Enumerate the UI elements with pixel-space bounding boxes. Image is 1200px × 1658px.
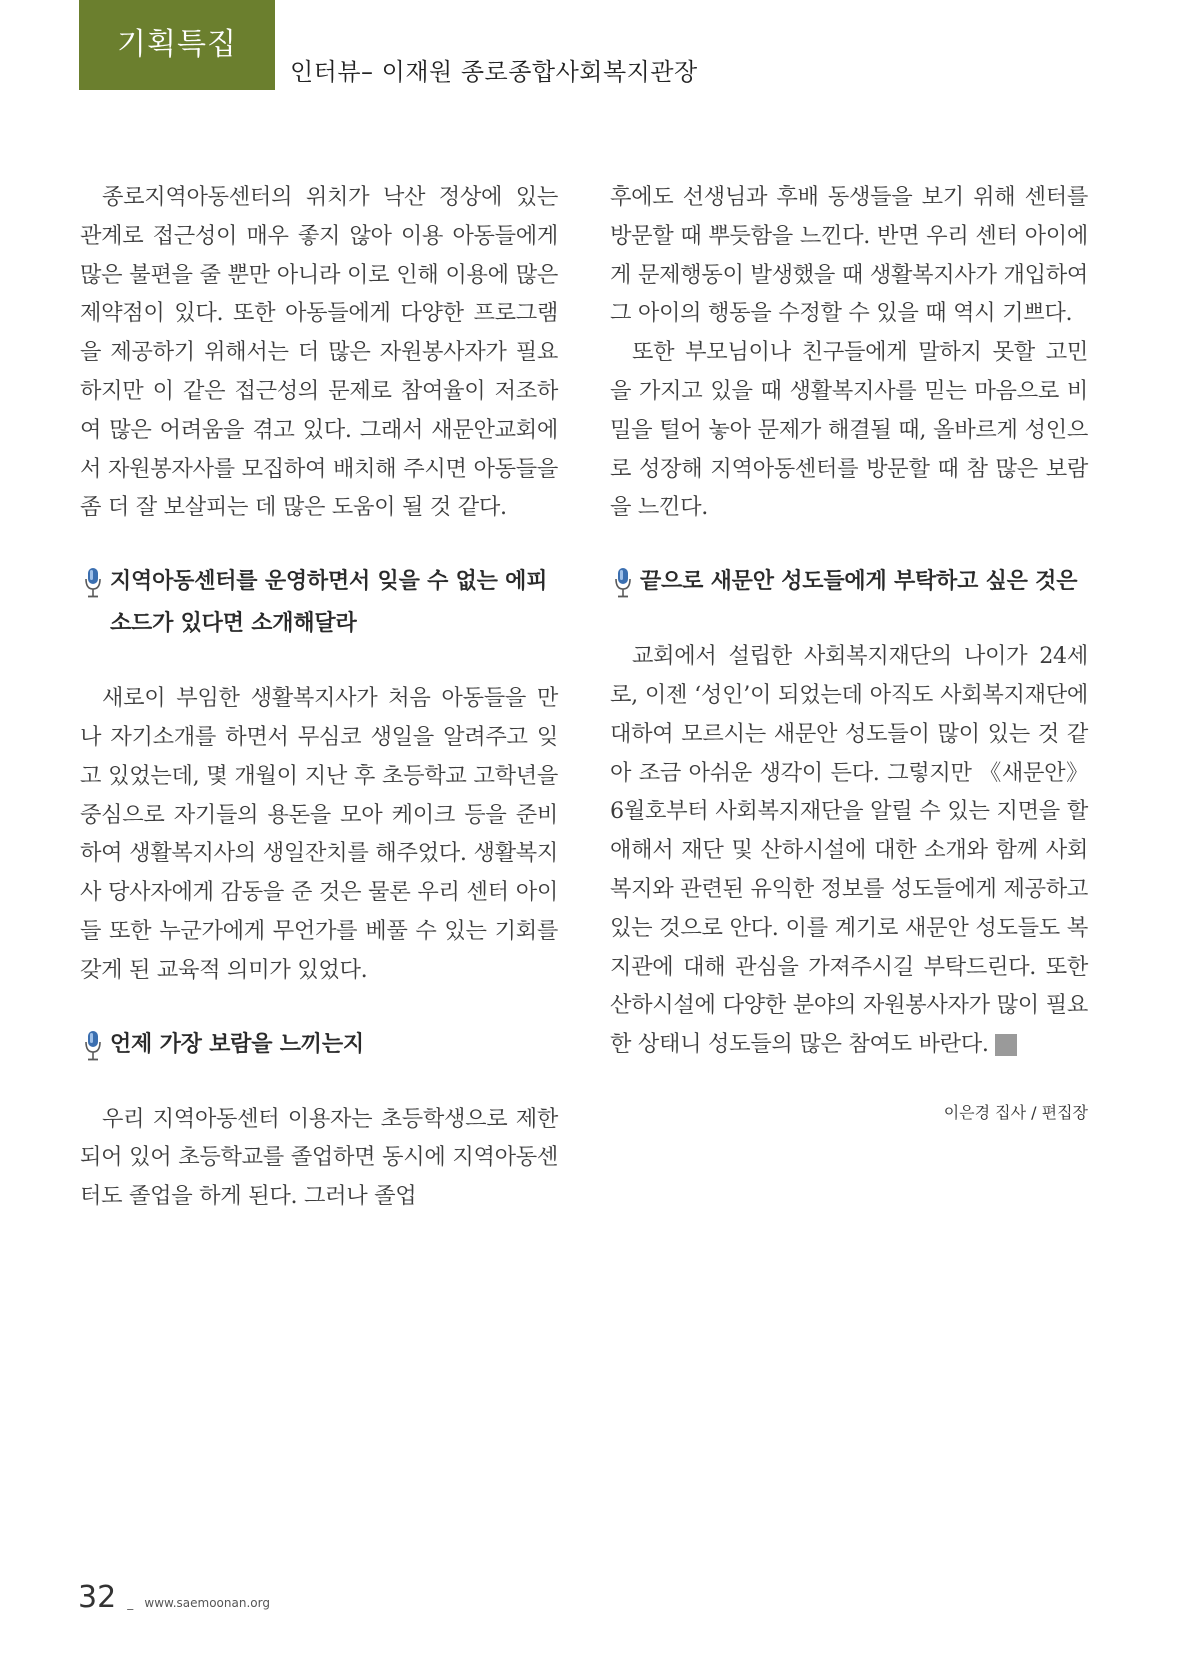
body-paragraph: 새로이 부임한 생활복지사가 처음 아동들을 만나 자기소개를 하면서 무심코 생일을 알려주고 잊고 있었는데, 몇 개월이 지난 후 초등학교 고학년을 중심으로 자기들의 용돈을 모아 케이크 등을 준비하여 생활복지사의 생일잔치를 해주었다. 생활복지사 당사자에게 감동을 준 것은 물론 우리 센터 아이들 또한 누군가에게 무언가를 베풀 수 있는 기회를 갖게 된 교육적 의미가 있었다. — [80, 685, 558, 983]
question-text: 언제 가장 보람을 느끼는지 — [110, 1031, 364, 1057]
question-heading — [80, 561, 558, 645]
author-byline: 이은경 집사 / 편집장 — [943, 1102, 1088, 1122]
footer-separator: _ — [127, 1596, 134, 1610]
article-header-title: 인터뷰– 이재원 종로종합사회복지관장 — [290, 58, 698, 86]
question-heading — [610, 561, 1088, 603]
body-paragraph: 종로지역아동센터의 위치가 낙산 정상에 있는 관계로 접근성이 매우 좋지 않아 이용 아동들에게 많은 불편을 줄 뿐만 아니라 이로 인해 이용에 많은 제약점이 있다. 또한 아동들에게 다양한 프로그램을 제공하기 위해서는 더 많은 자원봉사자가 필요하지만 이 같은 접근성의 문제로 참여율이 저조하여 많은 어려움을 겪고 있다. 그래서 새문안교회에서 자원봉자사를 모집하여 배치해 주시면 아동들을 좀 더 잘 보살피는 데 많은 도움이 될 것 같다. — [80, 184, 558, 521]
question-text: 지역아동센터를 운영하면서 잊을 수 없는 에피소드가 있다면 소개해달라 — [110, 569, 548, 637]
right-column — [610, 178, 1088, 1142]
microphone-icon — [614, 567, 632, 601]
page-footer — [78, 1580, 270, 1615]
body-paragraph: 또한 부모님이나 친구들에게 말하지 못할 고민을 가지고 있을 때 생활복지사를 믿는 마음으로 비밀을 털어 놓아 문제가 해결될 때, 올바르게 성인으로 성장해 지역아동센터를 방문할 때 참 많은 보람을 느낀다. — [610, 339, 1088, 521]
body-paragraph — [610, 637, 1088, 1064]
section-tab: 기획특집 — [79, 0, 275, 90]
end-mark-icon: 새 — [995, 1034, 1017, 1056]
body-paragraph: 우리 지역아동센터 이용자는 초등학생으로 제한되어 있어 초등학교를 졸업하면 동시에 지역아동센터도 졸업을 하게 된다. 그러나 졸업 — [80, 1105, 558, 1210]
left-column — [80, 178, 558, 1216]
byline-wrapper — [610, 1082, 1088, 1142]
microphone-icon — [84, 567, 102, 601]
microphone-icon — [84, 1030, 102, 1064]
page-number: 32 — [78, 1580, 117, 1615]
closing-paragraph-text: 교회에서 설립한 사회복지재단의 나이가 24세로, 이젠 ‘성인’이 되었는데 아직도 사회복지재단에 대하여 모르시는 새문안 성도들이 많이 있는 것 같아 조금 아쉬운 생각이 든다. 그렇지만 《새문안》6월호부터 사회복지재단을 알릴 수 있는 지면을 할애해서 재단 및 산하시설에 대한 소개와 함께 사회복지와 관련된 유익한 정보를 성도들에게 제공하고 있는 것으로 안다. 이를 계기로 새문안 성도들도 복지관에 대해 관심을 가져주시길 부탁드린다. 또한 산하시설에 다양한 분야의 자원봉사자가 많이 필요한 상태니 성도들의 많은 참여도 바란다. — [610, 643, 1088, 1058]
question-heading — [80, 1024, 558, 1066]
website-link[interactable]: www.saemoonan.org — [144, 1596, 270, 1610]
body-paragraph: 후에도 선생님과 후배 동생들을 보기 위해 센터를 방문할 때 뿌듯함을 느낀다. 반면 우리 센터 아이에게 문제행동이 발생했을 때 생활복지사가 개입하여 그 아이의 행동을 수정할 수 있을 때 역시 기쁘다. — [610, 184, 1088, 327]
question-text: 끝으로 새문안 성도들에게 부탁하고 싶은 것은 — [640, 569, 1078, 595]
